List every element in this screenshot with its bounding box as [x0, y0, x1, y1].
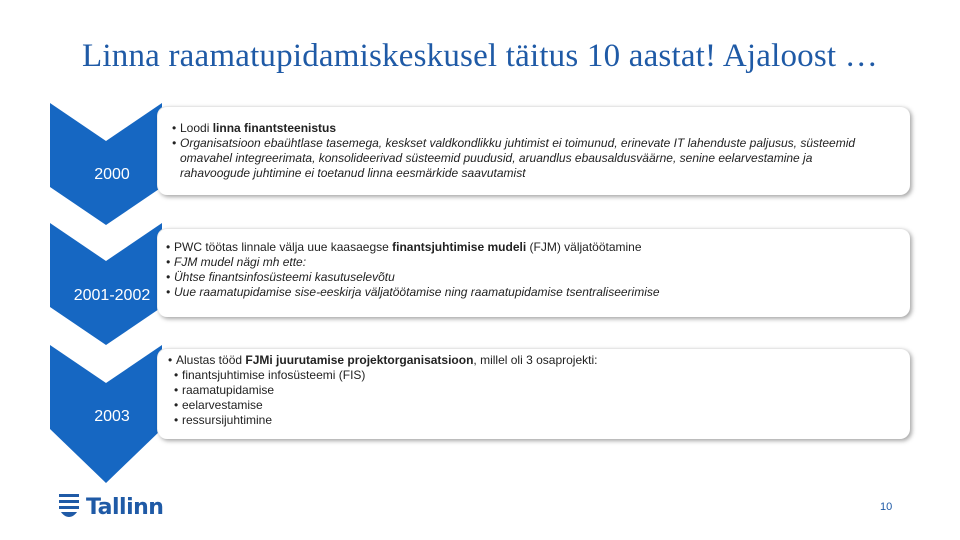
- year-label-2000: 2000: [94, 166, 130, 183]
- bullet-2001-sub-a: • Ühtse finantsinfosüsteemi kasutuselevõtu: [166, 270, 886, 285]
- timeline-chevron-2000: [50, 103, 162, 225]
- timeline-box-2001-2002: [157, 228, 910, 317]
- logo-wordmark: Tallinn: [86, 495, 164, 520]
- year-label-2001-2002: 2001-2002: [73, 287, 151, 304]
- timeline-box-2003: [157, 348, 910, 439]
- bullet-2003-main: • Alustas tööd FJMi juurutamise projektorganisatsioon, millel oli 3 osaprojekti:: [168, 353, 888, 368]
- bullet-2003-sub: • raamatupidamise: [174, 383, 888, 398]
- page-title: Linna raamatupidamiskeskusel täitus 10 aastat! Ajaloost …: [82, 38, 878, 74]
- bullet-2001-main: • PWC töötas linnale välja uue kaasaegse finantsjuhtimise mudeli (FJM) väljatöötamine: [166, 240, 886, 255]
- timeline-box-2000: [157, 106, 910, 195]
- bullet-2003-sub: • finantsjuhtimise infosüsteemi (FIS): [174, 368, 888, 383]
- bullet-2001-model: • FJM mudel nägi mh ette:: [166, 255, 886, 270]
- page-number: 10: [880, 501, 893, 513]
- year-label-2003: 2003: [94, 408, 130, 425]
- timeline-chevron-2001-2002: [50, 223, 162, 345]
- bullet-2003-sub: • ressursijuhtimine: [174, 413, 888, 428]
- bullet-2001-sub-b: • Uue raamatupidamise sise-eeskirja väljatöötamise ning raamatupidamise tsentraliseerimise: [166, 285, 886, 300]
- bullet-2003-sub: • eelarvestamise: [174, 398, 888, 413]
- bullet-2000-main: • Loodi linna finantsteenistus: [172, 121, 872, 136]
- tallinn-crest-icon: [58, 492, 80, 523]
- bullet-2000-detail: • Organisatsioon ebaühtlase tasemega, keskset valdkondlikku juhtimist ei toimunud, erinevate IT lahenduste paljusus, süsteemid omavahel integreerimata, konsolideerivad süsteemid puudusid, aruandlus ebausaldusväärne, senine eelarvestamine ja rahavoogude juhtimine ei toetanud linna eesmärkide saavutamist: [172, 136, 860, 181]
- tallinn-logo: [58, 492, 163, 523]
